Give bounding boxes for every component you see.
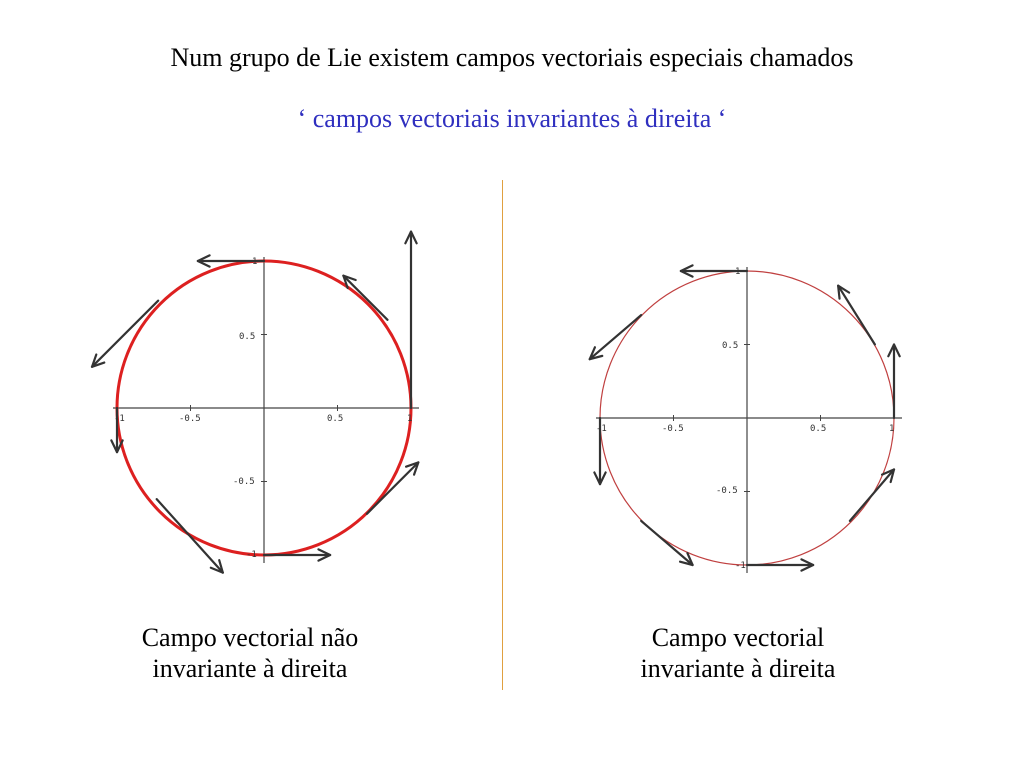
left-caption: [100, 622, 400, 684]
left-tick-y-1: 1: [252, 257, 258, 267]
right-vector-arrow: [850, 469, 894, 520]
right-tick-y-neg05: -0.5: [716, 486, 738, 496]
right-arrow-shaft: [641, 521, 692, 565]
right-arrow-shaft: [838, 286, 875, 345]
right-tick-y-05: 0.5: [722, 341, 739, 351]
left-tick-y-neg1: -1: [246, 550, 257, 560]
right-caption: [588, 622, 888, 684]
right-arrow-head: [838, 286, 849, 299]
right-tick-y-neg1: -1: [735, 561, 746, 571]
right-tick-x-neg1: -1: [596, 424, 607, 434]
left-tick-x-1: 1: [407, 414, 413, 424]
right-caption-line1: Campo vectorial: [651, 623, 825, 652]
right-vector-arrow: [888, 345, 899, 419]
left-tick-x-05: 0.5: [327, 414, 344, 424]
right-tick-y-1: 1: [735, 267, 741, 277]
left-tick-y-05: 0.5: [239, 332, 256, 342]
right-vector-arrow: [838, 286, 875, 345]
left-caption-line2: invariante à direita: [152, 654, 348, 684]
left-tick-x-neg05: -0.5: [179, 414, 201, 424]
right-arrow-shaft: [850, 469, 894, 520]
left-caption-line1: Campo vectorial não: [141, 623, 359, 652]
slide-title: Num grupo de Lie existem campos vectoriais especiais chamados: [170, 43, 854, 72]
right-tick-x-1: 1: [889, 424, 895, 434]
right-caption-line2: invariante à direita: [640, 654, 836, 684]
slide-subtitle: ‘ campos vectoriais invariantes à direita ‘: [297, 104, 727, 133]
right-tick-x-05: 0.5: [810, 424, 827, 434]
left-tick-x-neg1: -1: [114, 414, 125, 424]
right-tick-x-neg05: -0.5: [662, 424, 684, 434]
left-tick-y-neg05: -0.5: [233, 477, 255, 487]
right-vector-arrow: [641, 521, 692, 565]
